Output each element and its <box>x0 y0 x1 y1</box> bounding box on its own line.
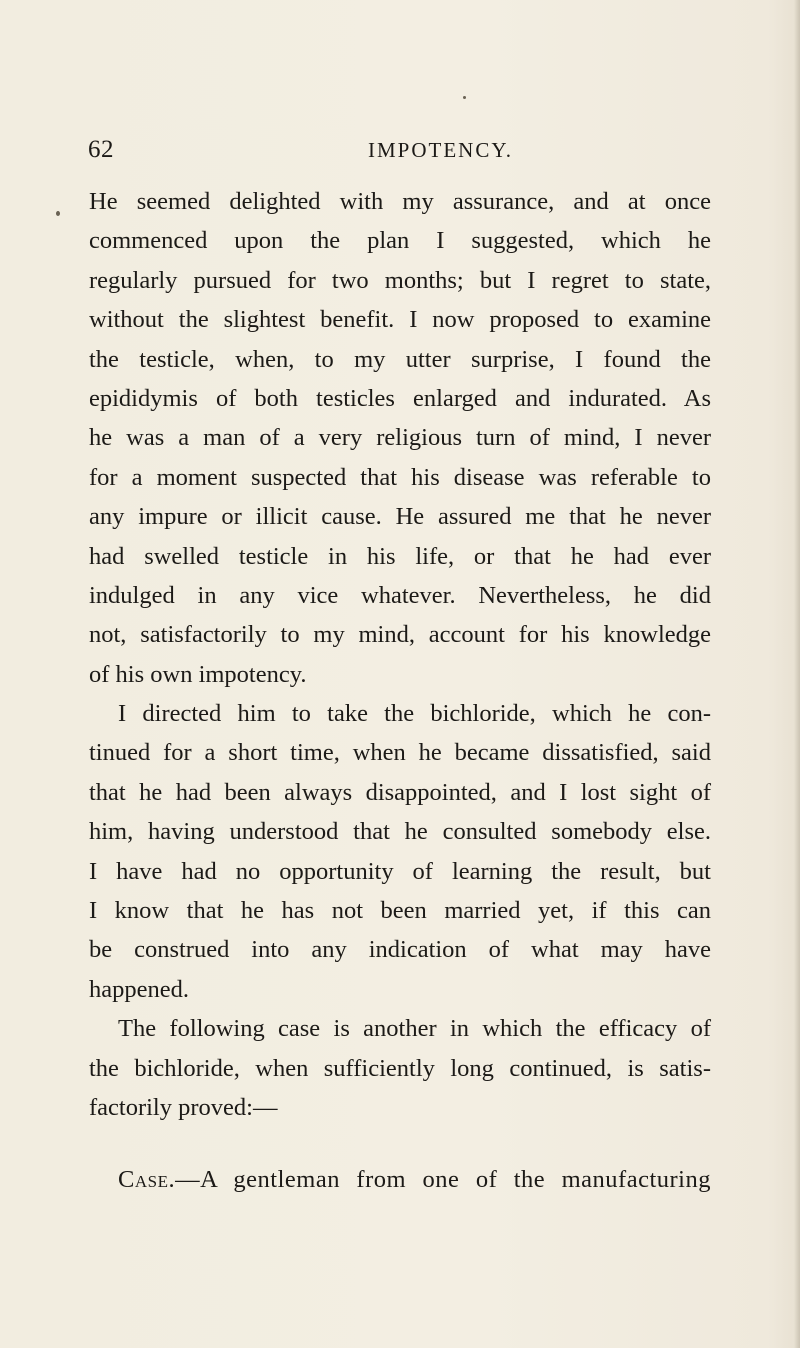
text-line: had swelled testicle in his life, or that he had ever <box>89 542 711 570</box>
page-edge-shadow <box>794 0 800 1348</box>
text-line: I know that he has not been married yet, if this can <box>89 897 711 925</box>
running-head <box>88 136 708 170</box>
ink-speck <box>56 211 60 216</box>
text-line: factorily proved:— <box>89 1093 278 1121</box>
text-line: I directed him to take the bichloride, which he con- <box>118 700 711 728</box>
text-line: The following case is another in which the efficacy of <box>118 1015 711 1043</box>
text-line: happened. <box>89 975 189 1003</box>
text-line: of his own impotency. <box>89 660 307 688</box>
body-text <box>89 182 711 1200</box>
text-line: commenced upon the plan I suggested, which he <box>89 227 711 255</box>
text-line: for a moment suspected that his disease was referable to <box>89 463 711 491</box>
text-line: be construed into any indication of what may have <box>89 936 711 964</box>
text-line: tinued for a short time, when he became dissatisfied, said <box>89 739 711 767</box>
text-line: the testicle, when, to my utter surprise, I found the <box>89 345 711 373</box>
paragraph-gap <box>89 1127 711 1160</box>
text-line: not, satisfactorily to my mind, account for his knowledge <box>89 621 711 649</box>
text-line: any impure or illicit cause. He assured me that he never <box>89 503 711 531</box>
text-line: I have had no opportunity of learning the result, but <box>89 857 711 885</box>
case-heading-line <box>89 1160 711 1199</box>
text-line: that he had been always disappointed, and I lost sight of <box>89 778 711 806</box>
text-line: indulged in any vice whatever. Nevertheless, he did <box>89 581 711 609</box>
running-title: IMPOTENCY. <box>368 138 514 162</box>
text-line: without the slightest benefit. I now proposed to examine <box>89 306 711 334</box>
ink-speck <box>463 96 466 99</box>
text-line: epididymis of both testicles enlarged and indurated. As <box>89 384 711 412</box>
text-line: the bichloride, when sufficiently long continued, is satis- <box>89 1054 711 1082</box>
case-label: Case. <box>118 1166 176 1194</box>
text-line: He seemed delighted with my assurance, and at once <box>89 188 711 215</box>
page-number: 62 <box>88 136 114 163</box>
text-line: him, having understood that he consulted somebody else. <box>89 818 711 846</box>
text-line: regularly pursued for two months; but I regret to state, <box>89 266 711 294</box>
case-text: —A gentleman from one of the manufacturing <box>175 1166 711 1194</box>
text-line: he was a man of a very religious turn of mind, I never <box>89 424 711 452</box>
